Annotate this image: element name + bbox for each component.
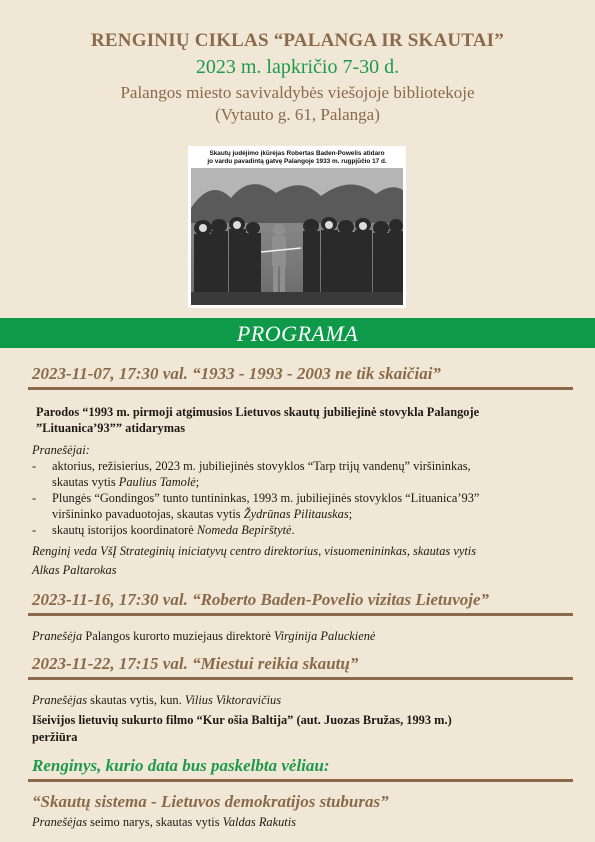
speaker-name: Paulius Tamolė [118, 475, 196, 489]
speaker-name: Vilius Viktoravičius [184, 693, 282, 707]
historic-photo [188, 146, 406, 308]
speaker-text: viršininko pavaduotojas, skautas vytis Žydrūnas Pilitauskas; [52, 507, 353, 521]
event-speaker: Pranešėjas skautas vytis, kun. Vilius Viktoravičius [32, 693, 282, 707]
program-content [0, 348, 595, 830]
speaker-name: Žydrūnas Pilitauskas [243, 507, 349, 521]
event-heading-tba: Renginys, kurio data bus paskelbta vėliau: [32, 756, 330, 775]
speaker-item: - skautų istorijos koordinatorė Nomeda Bepirštytė. [32, 522, 565, 538]
opening-line: ”Lituanica’93”” atidarymas [36, 421, 186, 435]
event-heading: 2023-11-22, 17:15 val. “Miestui reikia skautų” [32, 654, 359, 673]
speaker-text: skautas vytis Paulius Tamolė; [52, 475, 200, 489]
speaker-name: Nomeda Bepirštytė [196, 523, 292, 537]
speakers-list [0, 458, 595, 538]
event-heading: 2023-11-16, 17:30 val. “Roberto Baden-Povelio vizitas Lietuvoje” [32, 590, 490, 609]
speaker-text: Plungės “Gondingos” tunto tuntininkas, 1993 m. jubiliejinės stovyklos “Lituanica’93” [52, 491, 480, 505]
film-line: peržiūra [32, 730, 78, 744]
exhibition-opening [0, 390, 595, 436]
venue-address: (Vytauto g. 61, Palanga) [215, 105, 380, 124]
photo-caption-line: Skautų judėjimo įkūrėjas Robertas Baden-Powelis atidaro [209, 150, 385, 157]
host-line: Alkas Paltarokas [32, 563, 117, 577]
opening-line: Parodos “1993 m. pirmoji atgimusios Lietuvos skautų jubiliejinė stovykla Palangoje [36, 405, 480, 419]
header [0, 0, 595, 125]
speaker-name: Valdas Rakutis [222, 815, 296, 829]
event-host [0, 538, 595, 580]
photo-caption [191, 149, 403, 168]
speaker-text: aktorius, režisierius, 2023 m. jubiliejinės stovyklos “Tarp trijų vandenų” viršininkas, [52, 459, 471, 473]
photo-caption-line: jo vardu pavadintą gatvę Palangoje 1933 m. rugpjūčio 17 d. [207, 158, 387, 165]
event-dates: 2023 m. lapkričio 7-30 d. [195, 56, 400, 78]
event-speaker: Pranešėjas seimo narys, skautas vytis Valdas Rakutis [32, 815, 296, 829]
speaker-item: - aktorius, režisierius, 2023 m. jubiliejinės stovyklos “Tarp trijų vandenų” viršininkas, skautas vytis Paulius Tamolė; [32, 458, 565, 490]
event-series-title: RENGINIŲ CIKLAS “PALANGA IR SKAUTAI” [91, 30, 504, 51]
event-speaker: Pranešėja Palangos kurorto muziejaus direktorė Virginija Paluckienė [32, 629, 376, 643]
program-banner: PROGRAMA [0, 318, 595, 348]
venue: Palangos miesto savivaldybės viešojoje bibliotekoje [120, 83, 475, 102]
event-subheading: “Skautų sistema - Lietuvos demokratijos stuburas” [32, 792, 389, 811]
speaker-item: - Plungės “Gondingos” tunto tuntininkas, 1993 m. jubiliejinės stovyklos “Lituanica’93” viršininko pavaduotojas, skautas vytis Žydrūnas Pilitauskas; [32, 490, 565, 522]
speaker-name: Virginija Paluckienė [273, 629, 376, 643]
film-screening [0, 708, 595, 746]
film-line: Išeivijos lietuvių sukurto filmo “Kur ošia Baltija” (aut. Juozas Bružas, 1993 m.) [32, 713, 452, 727]
speakers-label: Pranešėjai: [32, 443, 90, 457]
ribbon-cutting-photo [191, 168, 403, 305]
event-heading: 2023-11-07, 17:30 val. “1933 - 1993 - 2003 ne tik skaičiai” [32, 364, 441, 383]
speaker-text: skautų istorijos koordinatorė Nomeda Bepirštytė. [52, 523, 295, 537]
host-line: Renginį veda VšĮ Strateginių iniciatyvų centro direktorius, visuomenininkas, skautas vytis [32, 544, 477, 558]
